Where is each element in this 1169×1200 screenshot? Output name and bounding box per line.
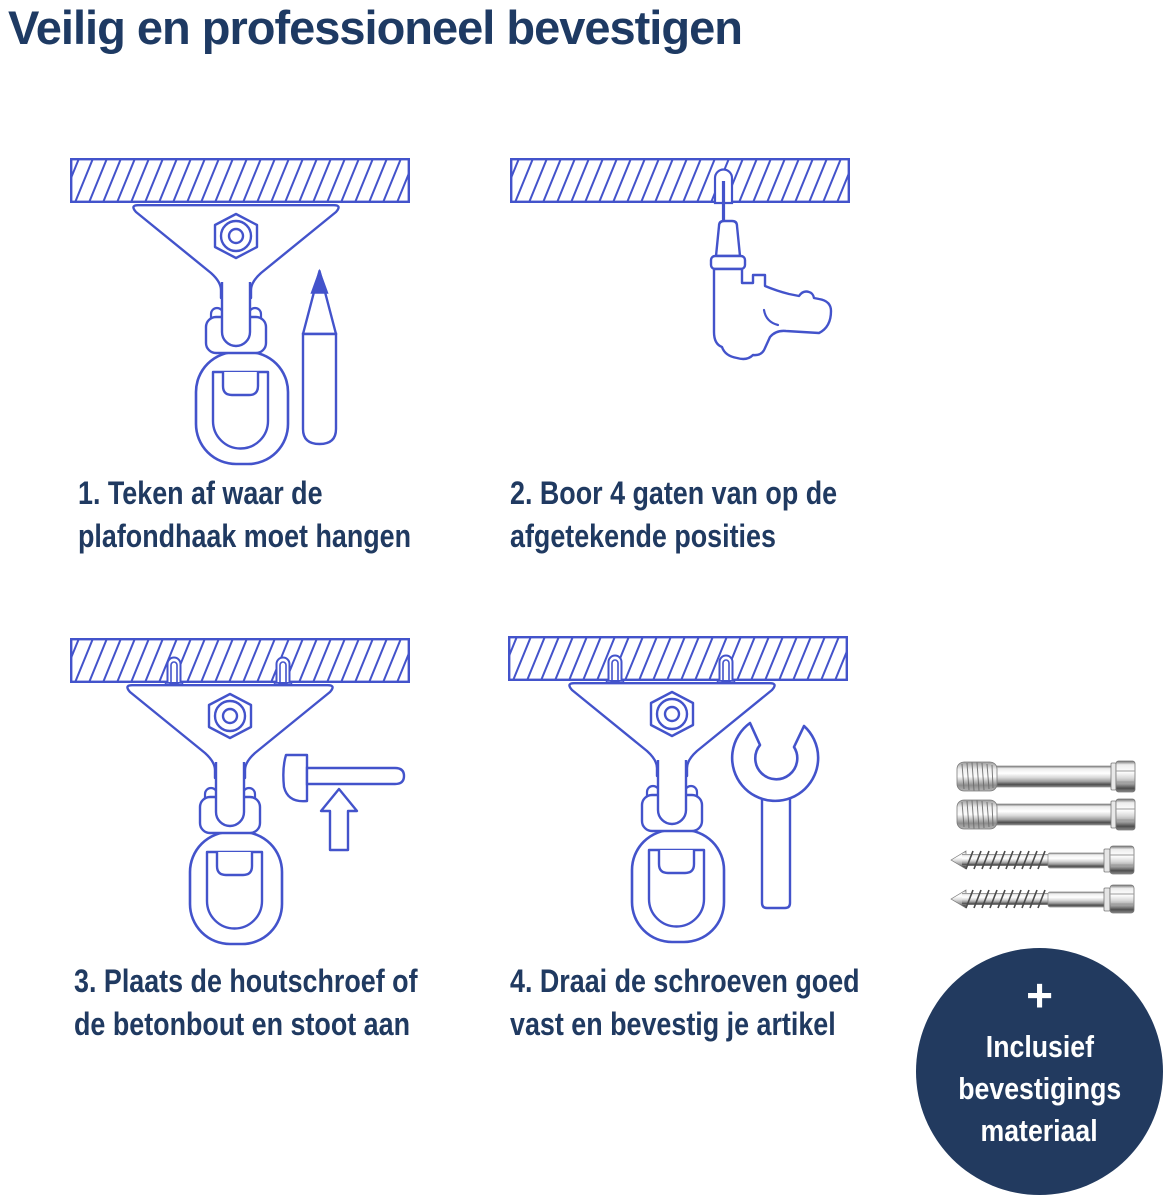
- step1-caption: [78, 472, 411, 558]
- step3-caption: [74, 960, 418, 1046]
- anchor-bolt-icon: [957, 799, 1135, 830]
- wood-screw-icon: [951, 846, 1134, 874]
- wall-plug-icon: [718, 656, 735, 685]
- ceiling-beam: [60, 156, 416, 205]
- ceiling-hook-icon: [127, 685, 332, 944]
- step2-illustration-drill-icon: [490, 140, 870, 380]
- step4-illustration-wrench-icon: [490, 620, 870, 960]
- step1-illustration-ceiling-hook-pencil-icon: [60, 140, 420, 470]
- caption-line: 3. Plaats de houtschroef of: [74, 963, 418, 999]
- wall-plug-icon: [166, 658, 183, 687]
- step2-caption: [510, 472, 837, 558]
- page-title: Veilig en professioneel bevestigen: [8, 1, 742, 54]
- caption-line: afgetekende posities: [510, 518, 776, 554]
- drill-icon: [711, 170, 831, 360]
- badge-line: Inclusief: [985, 1029, 1094, 1064]
- caption-line: 4. Draai de schroeven goed: [510, 963, 860, 999]
- caption-line: 1. Teken af waar de: [78, 475, 323, 511]
- included-hardware-image: [920, 745, 1145, 930]
- plus-icon: +: [1026, 969, 1053, 1021]
- arrow-up-icon: [321, 789, 357, 850]
- ceiling-beam: [500, 156, 856, 205]
- ceiling-beam: [60, 636, 416, 685]
- caption-line: 2. Boor 4 gaten van op de: [510, 475, 838, 511]
- wall-plug-icon: [275, 658, 292, 687]
- caption-line: de betonbout en stoot aan: [74, 1006, 410, 1042]
- wall-plug-icon: [607, 656, 624, 685]
- step3-illustration-plugs-hammer-icon: [60, 620, 420, 960]
- step4-caption: [510, 960, 860, 1046]
- badge-line: bevestigings: [958, 1071, 1121, 1106]
- wood-screw-icon: [951, 885, 1134, 913]
- pencil-icon: [303, 271, 336, 444]
- ceiling-hook-icon: [569, 683, 774, 942]
- caption-line: vast en bevestig je artikel: [510, 1006, 836, 1042]
- badge-line: materiaal: [980, 1113, 1099, 1148]
- wrench-icon: [732, 723, 818, 908]
- caption-line: plafondhaak moet hangen: [78, 518, 412, 554]
- included-material-badge: [916, 948, 1163, 1195]
- ceiling-beam: [498, 634, 854, 683]
- anchor-bolt-icon: [957, 761, 1135, 792]
